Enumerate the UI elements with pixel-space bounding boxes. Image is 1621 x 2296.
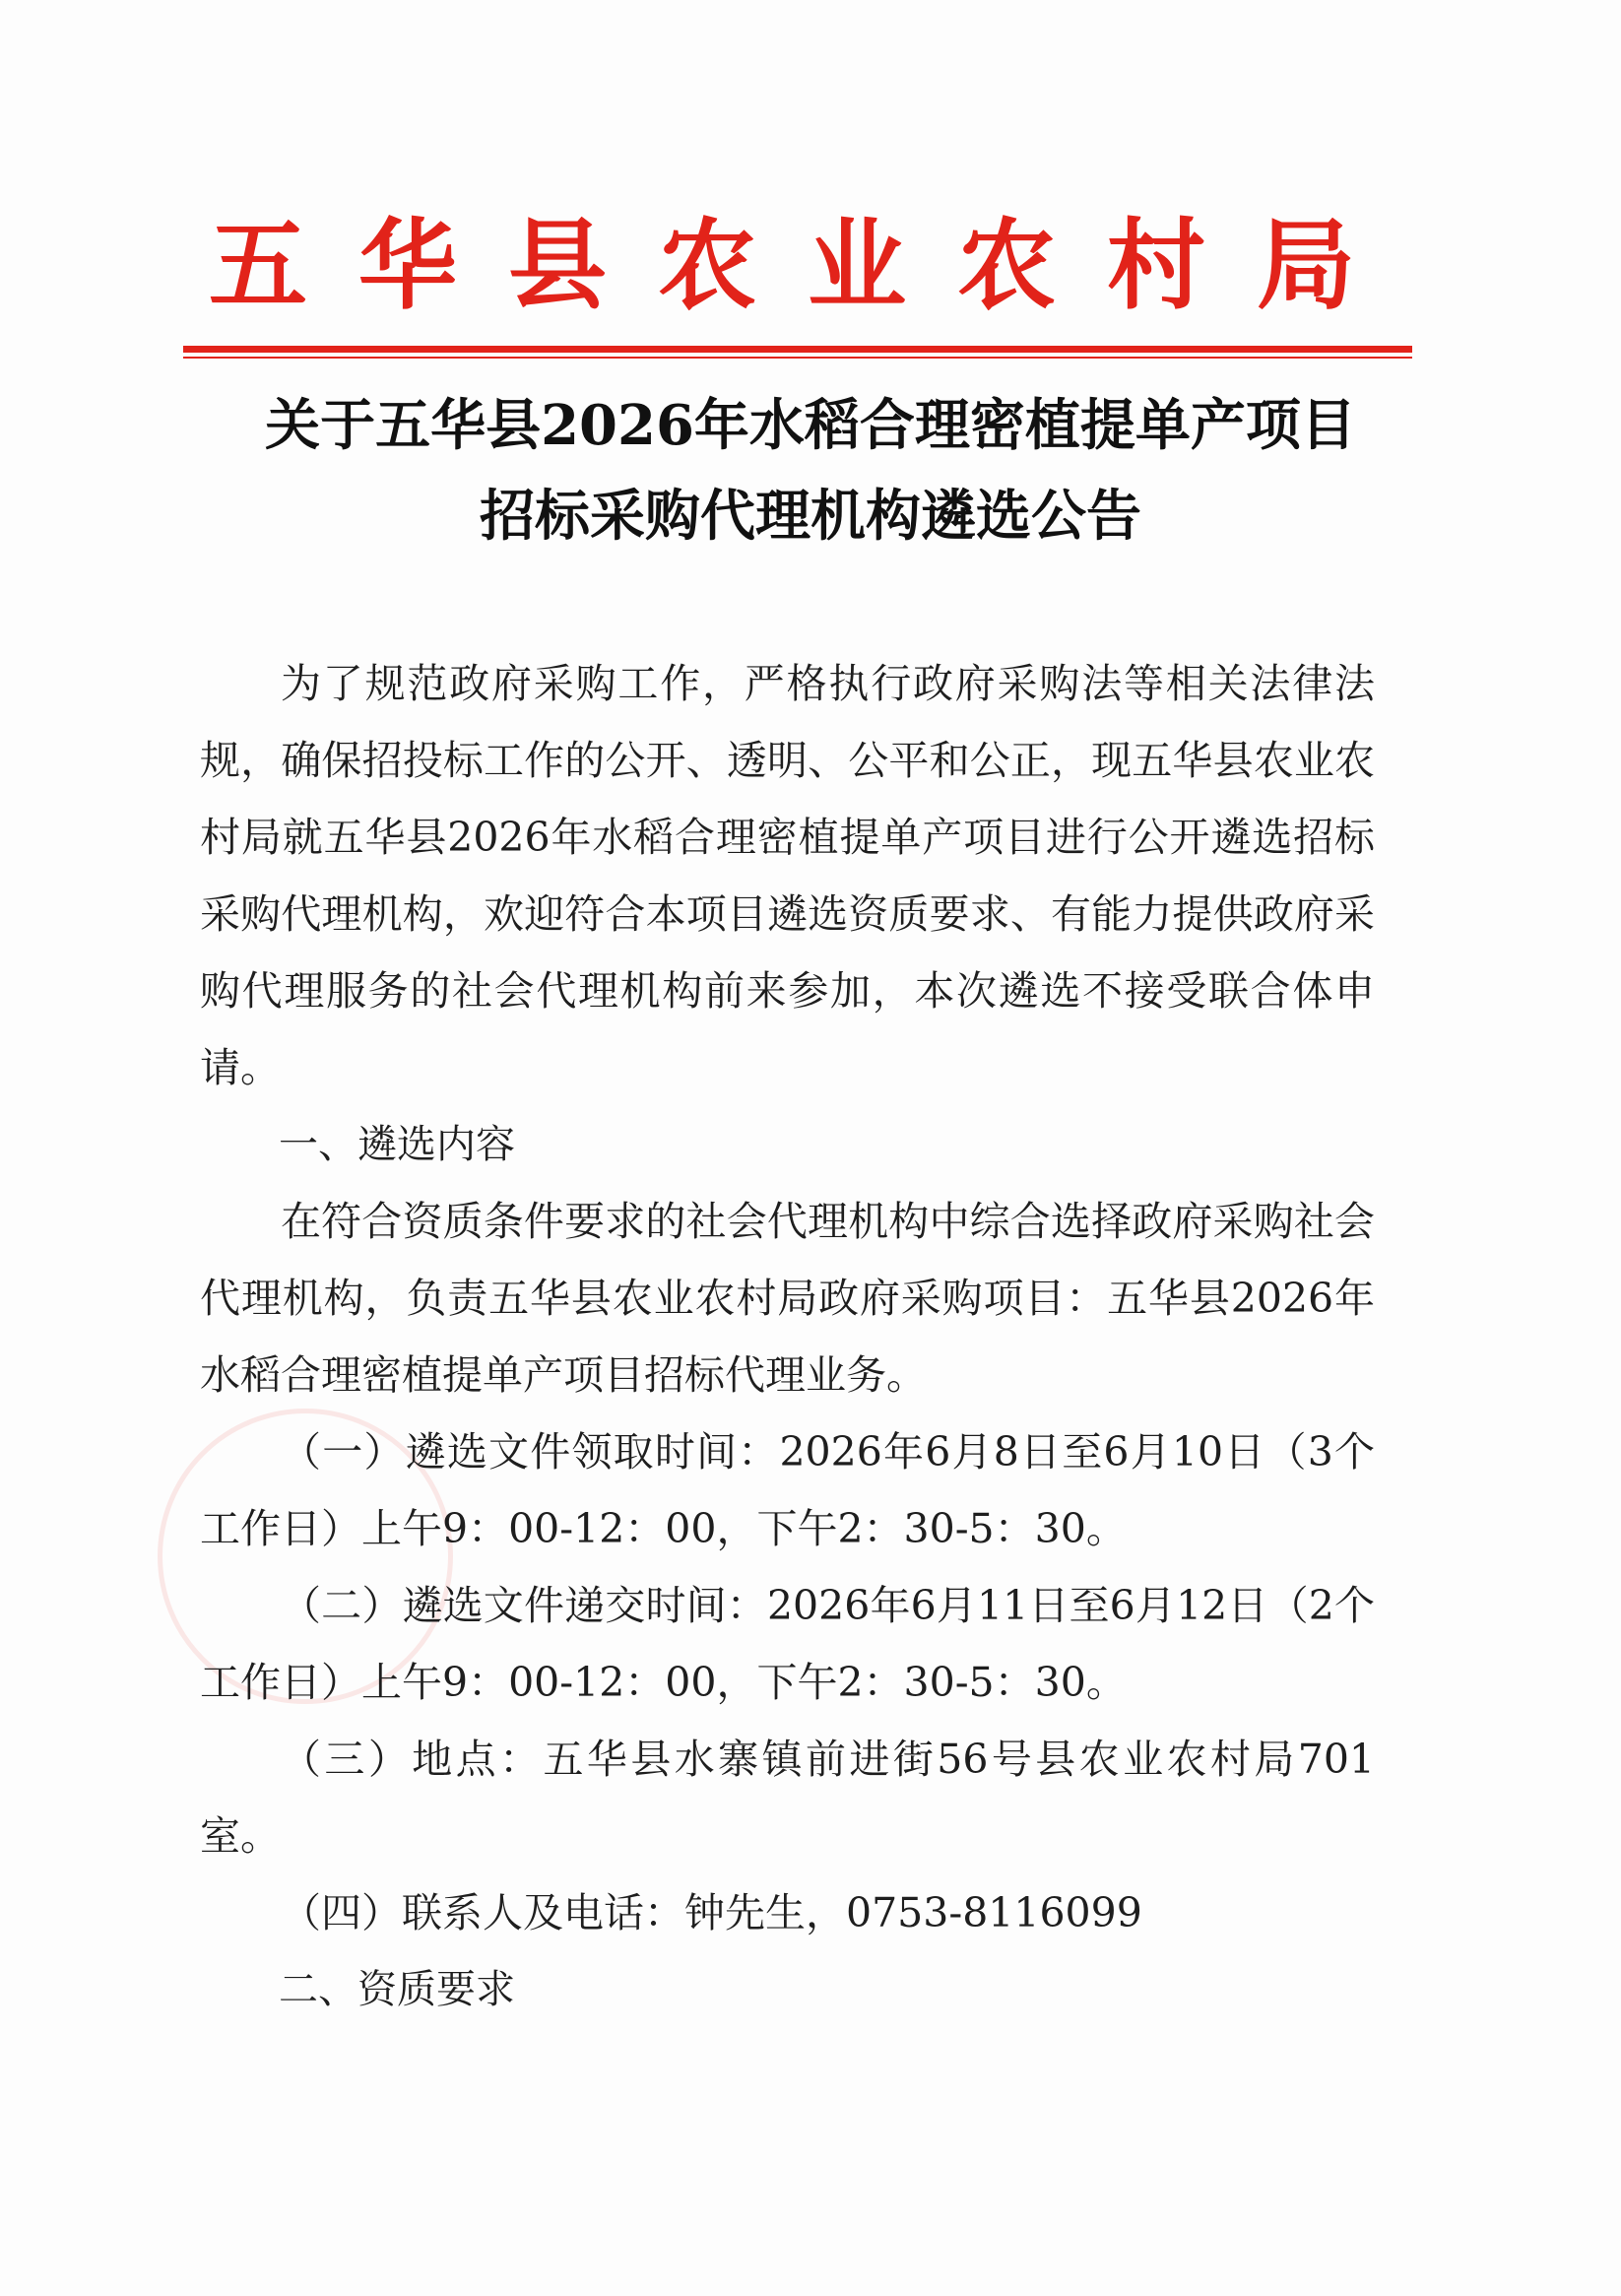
item-contact-label: （四）联系人及电话：: [281, 1889, 684, 1936]
section1-paragraph: 在符合资质条件要求的社会代理机构中综合选择政府采购社会代理机构，负责五华县农业农村局政府采购项目：五华县2026年水稻合理密植提单产项目招标代理业务。: [200, 1198, 1375, 1399]
item-submission-time-label: （二）遴选文件递交时间：: [281, 1582, 767, 1629]
document-title-line1: 关于五华县2026年水稻合理密植提单产项目: [265, 393, 1356, 458]
item-submission-time: [200, 1567, 1375, 1721]
item-collection-time: [200, 1413, 1375, 1567]
letterhead-issuer: 五华县农业农村局: [209, 208, 1406, 323]
item-collection-time-label: （一）遴选文件领取时间：: [281, 1428, 780, 1476]
item-location-text: 五华县水寨镇前进街56号县农业农村局701室。: [200, 1736, 1375, 1860]
document-body: [200, 645, 1375, 2028]
section2-heading: 二、资质要求: [279, 1967, 515, 2012]
item-contact: [200, 1874, 1375, 1951]
item-submission-time-text: 2026年6月11日至6月12日（2个工作日）上午9：00-12：00，下午2：30-5：30。: [200, 1582, 1375, 1706]
letterhead-red-rule-thick: [183, 346, 1412, 353]
item-collection-time-text: 2026年6月8日至6月10日（3个工作日）上午9：00-12：00，下午2：30-5：30。: [200, 1428, 1375, 1552]
item-location: [200, 1721, 1375, 1874]
letterhead-red-rule-thin: [183, 357, 1412, 359]
item-contact-text: 钟先生，0753-8116099: [684, 1889, 1142, 1936]
item-location-label: （三）地点：: [281, 1736, 544, 1783]
intro-paragraph: 为了规范政府采购工作，严格执行政府采购法等相关法律法规，确保招投标工作的公开、透明、公平和公正，现五华县农业农村局就五华县2026年水稻合理密植提单产项目进行公开遴选招标采购代理机构，欢迎符合本项目遴选资质要求、有能力提供政府采购代理服务的社会代理机构前来参加，本次遴选不接受联合体申请。: [200, 660, 1375, 1091]
section1-heading: 一、遴选内容: [279, 1122, 515, 1167]
document-title-line2: 招标采购代理机构遴选公告: [480, 484, 1141, 549]
